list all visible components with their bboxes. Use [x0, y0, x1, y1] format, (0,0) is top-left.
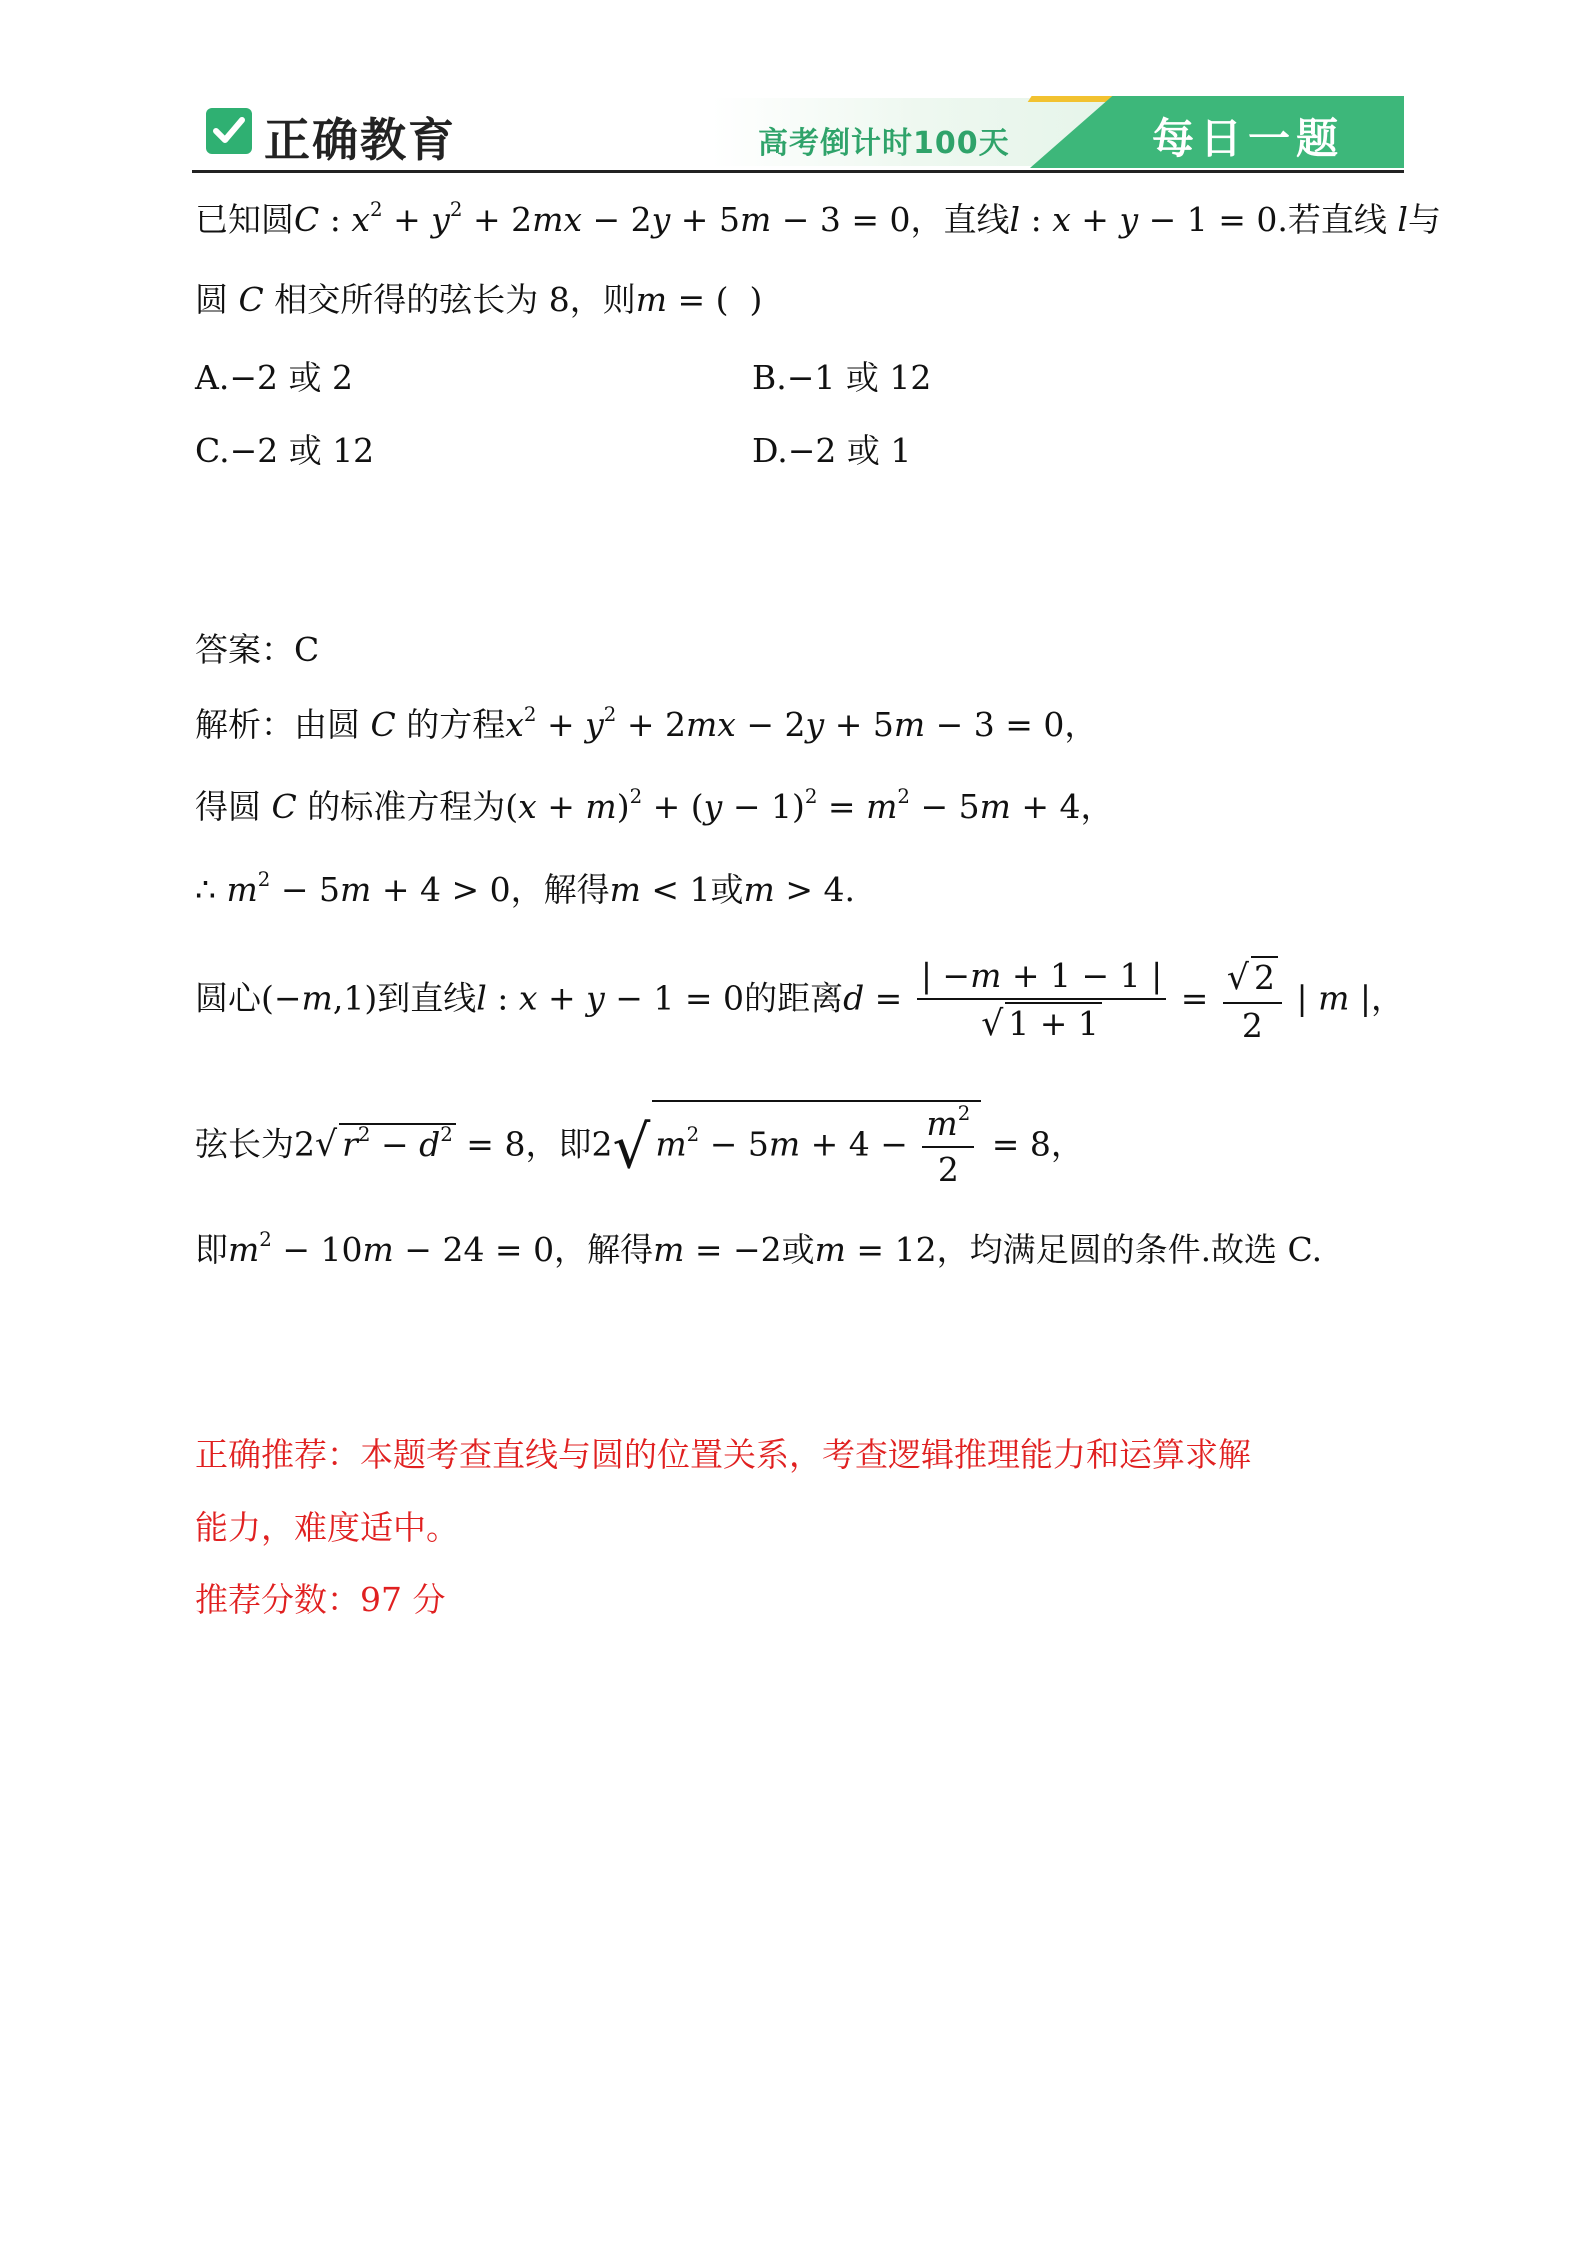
- analysis-line-3: ∴ $m^2 - 5m + 4 > 0$，解得m < 1或m > 4.: [195, 868, 855, 909]
- analysis-line-1: 解析：由圆 C 的方程$x^2 + y^2 + 2mx - 2y + 5m - 3 = 0$，: [195, 703, 1098, 744]
- option-b: B.−1 或 12: [752, 358, 932, 397]
- countdown-text: 高考倒计时100天: [758, 126, 1010, 161]
- header-banner: [192, 96, 1404, 168]
- analysis-line-4: 圆心(−m,1)到直线l : x + y − 1 = 0的距离d = $\frac{| -m + 1 - 1 |}{√ 1 + 1}$ = $\frac{√ 2}{2}$ | m |，: [195, 956, 1404, 1045]
- analysis-line-5: 弦长为2√ $r^2 - d^2 = 8$，即2√ $m^2 - 5m + 4$ − $\frac{m^2}{2}$ = 8，: [195, 1100, 1084, 1189]
- check-icon: [206, 108, 252, 154]
- recommend-line-1: 正确推荐：本题考查直线与圆的位置关系，考查逻辑推理能力和运算求解: [195, 1435, 1251, 1474]
- option-c: C.−2 或 12: [195, 431, 375, 470]
- header-divider: [192, 170, 1404, 173]
- analysis-line-2: 得圆 C 的标准方程为$(x + m)^2 + (y - 1)^2 = m^2 - 5m + 4$，: [195, 785, 1114, 826]
- option-a: A.−2 或 2: [195, 358, 353, 397]
- distance-fraction: $\frac{| -m + 1 - 1 |}{√ 1 + 1}$: [917, 956, 1166, 1045]
- m2-over-2: $\frac{m^2}{2}$: [922, 1104, 974, 1189]
- recommend-score: 推荐分数：97 分: [195, 1580, 446, 1619]
- question-line-1: 已知圆C : $x^2 + y^2 + 2mx - 2y + 5m - 3 = 0$，直线l : x + y − 1 = 0.若直线 l与: [195, 198, 1441, 239]
- brand-name: 正确教育: [264, 113, 456, 167]
- recommend-line-2: 能力，难度适中。: [195, 1508, 459, 1547]
- option-d: D.−2 或 1: [752, 431, 912, 470]
- question-line-2: 圆 C 相交所得的弦长为 8，则m = ( ): [195, 280, 763, 319]
- answer-label: 答案：C: [195, 630, 320, 669]
- daily-title: 每日一题: [1152, 114, 1345, 163]
- analysis-line-6: 即$m^2 - 10m - 24 = 0$，解得m = −2或m = 12，均满足圆的条件.故选 C.: [195, 1228, 1323, 1269]
- sqrt2-over-2: $\frac{√ 2}{2}$: [1223, 956, 1282, 1045]
